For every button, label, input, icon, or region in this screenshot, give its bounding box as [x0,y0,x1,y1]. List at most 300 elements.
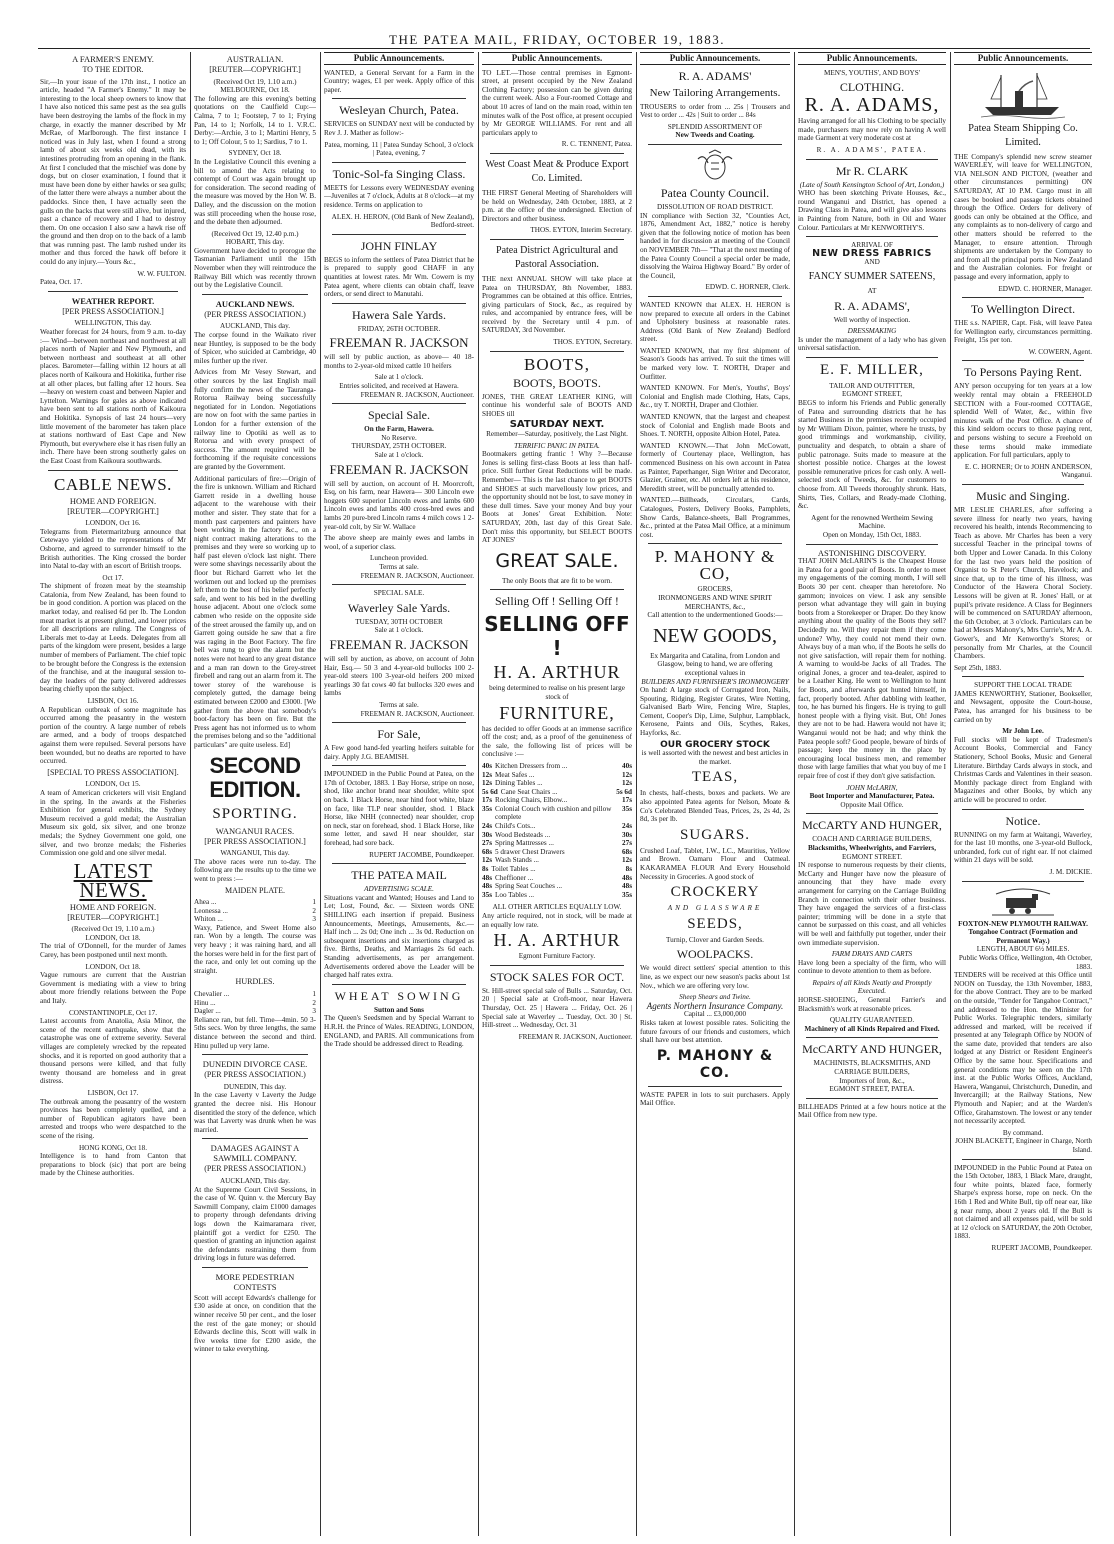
section-header: Public Announcements. [482,52,632,65]
latest-body: Latest accounts from Anatolia, Asia Minor, the scene of the recent earthquake, show that the catastrophe was one of extreme severity. Several villages are completely wrecked by the repeated shocks, and it is reported on good authority that a thousand persons were killed, and that fully twenty thousand are homeless and in great distress. [40,1017,186,1086]
impounded-notice-2: IMPOUNDED in the Public Pound at Patea on the 15th October, 1883, 1 Black Mare, draught, four white points, blazed face, formerly Sharpe's express horse, rope on neck. On the 16th 1 Red and White Bull, tip off near ear, like g near rump, about 2 years old. If the Bull is not claimed and all expenses paid, will be sold at 12 o'clock on SATURDAY, the 20th October, 1883. [954,1163,1092,1241]
price-row [482,891,632,900]
seeds-body: Turnip, Clover and Garden Seeds. [666,935,764,944]
miller-headline: E. F. MILLER, [820,361,924,378]
all-other-articles: ALL OTHER ARTICLES EQUALLY LOW. [492,903,622,912]
stock-sales-body: St. Hill-street special sale of Bulls ... Saturday, Oct. 20 | Special sale at Croft-moor, near Hawera Thursday, Oct. 25 | Hawera ... Friday, Oct. 26 | Special sale at Waverley ... Tuesday, Oct. 30 | St. Hill-street ... Wednesday, Oct. 31 [482,986,632,1030]
miller-open: Open on Monday, 15th Oct, 1883. [822,530,922,539]
railway-signature: JOHN BLACKETT, Engineer in Charge, North Island. [955,1137,1092,1154]
mccarty-body: IN response to numerous requests by their clients, McCarty and Hunger have now the pleasure of announcing that they have made every arrangement for carrying on the Carriage Building Branch in connection with their other business. They have engaged the services of a first-class painter; trimming will be done in a style that cannot be surpassed on this coast, and all vehicles will be well and faithfully put together, under their own immediate supervision. [798,861,946,947]
weather-place: WELLINGTON, This day. [74,319,152,328]
separator [332,984,466,985]
separator [202,294,308,295]
quality-note: QUALITY GUARANTEED. [829,1016,915,1025]
weather-press: [PER PRESS ASSOCIATION.] [62,306,164,316]
rent-body: ANY person occupying for ten years at a low weekly rental may obtain a FREEHOLD SECTION with a Four-roomed COTTAGE, splendid Well of Water, &c., within five minutes walk of the Post Office. A chance of this kind seldom occurs to those paying rent, and persons wishing to secure a Freehold on these terms should make immediate application. For full particulars, apply to [954,382,1092,460]
latest-reuter: [REUTER—COPYRIGHT.] [67,912,159,922]
column-5 [640,52,790,1532]
australian-body: Government have decided to prorogue the Tasmanian Parliament until the 15th November when they will reintroduce the Railway Bill which was recently thrown out by the Legislative Council. [194,246,316,290]
column-2 [194,52,316,1532]
advertising-scale-head: ADVERTISING SCALE. [364,885,434,894]
adams-name-3: R. A. ADAMS', [834,298,910,313]
dressmaking-head: DRESSMAKING [847,327,897,336]
special-sale-subhead: On the Farm, Hawera. [364,425,434,434]
agricultural-headline: Patea District Agricultural and Pastoral Association. [496,244,618,270]
billheads-ad: BILLHEADS Printed at a few hours notice at the Mail Office from new type. [798,1102,946,1120]
latest-dateline: LONDON, Oct 18. [85,933,141,942]
race-result: Leonessa ... 2 [194,906,316,915]
cable-body: A Republican outbreak of some magnitude has occurred among the peasantry in the western portion of the country. A large number of rebels are armed, and a body of troops despatched against them were repulsed. Several persons have been wounded, but no deaths are reported to have occurred. [40,705,186,766]
divorce-body: In the case Laverty v Laverty the Judge granted the decree nisi. His Honour disentitled the story of the defence, which was that Laverty was drunk when he was married. [194,1091,316,1134]
farmer-letter: Sir,—In your issue of the 17th inst., I notice an article, headed "A Farmer's Enemy." It may be interesting to the local sheep owners to know that I have also noticed this same pest as the sea gulls have been destroying the lambs of the flock in my charge, in exactly the manner described by Mr McRae, of Marlborough. The first instance I noticed was in July last, when I found a strong lamb of about six weeks old dead, with its intestines protruding from an opening in the flank. At first I concluded that the mischief was done by dogs, but on closer examination, I found that it must have been done by either hawks or sea gulls; of the latter there were always a number about the paddocks. Since then, I have actually seen the gulls on the backs that were still alive, but injured, past a chance of recovery and I had to destroy them. On one occasion I also saw a hawk rise off the ground and then drop on to the back of a lamb that was running past. The lamb rushed under its mother and thus forced the hawk off before it could do any injury.—Yours &c., [40,77,186,267]
poundkeeper-signature: RUPERT JACOMBE, Poundkeeper. [369,850,474,859]
wanted-known-ad: WANTED.—Billheads, Circulars, Cards, Catalogues, Posters, Delivery Books, Pamphlets, Show Cards, Balance-sheets, Ball Programmes, &c., printed at the Patea Mail Office, at a minimum cost. [640,496,790,539]
separator [806,236,938,237]
clark-headline: Mr R. CLARK [835,163,909,178]
woolpacks-body: We would direct settlers' special attention to this line, as we expect our new season's packs about 1st Nov., which we are offering very low. [640,964,790,990]
separator [332,303,466,304]
auction-note: The above sheep are mainly ewes and lambs in wool, of a superior class. [324,534,474,551]
price-row [482,779,632,788]
latest-dateline: HONG KONG, Oct 18. [78,1143,148,1152]
sale-time: Sale at 1 o'clock. [374,626,424,635]
price-item: Spring Mattresses ... [495,839,554,848]
auctioneer-name: FREEMAN R. JACKSON [329,636,469,652]
price-item: Colonial Couch with cushion and pillow complete [495,804,612,822]
notice-signature: J. M. DICKIE. [1049,867,1092,876]
notice-headline: Notice. [1005,813,1041,828]
council-crest-icon [692,149,738,183]
section-header: Public Announcements. [324,52,474,65]
adams-subhead: New Tailoring Arrangements. [649,86,781,99]
separator [962,484,1084,485]
latest-body: Vague rumours are current that the Austrian Government is mediating with a view to bring about more friendly relations between the Pope and Italy. [40,971,186,1006]
railway-body: TENDERS will be received at this Office until NOON on Tuesday, the 13th November, 1883, for the above Contract. They are to be marked on the outside, "Tender for Tangahoe Contract," and addressed to the Hon. the Minister for Public Works. Telegraphic tenders, similarly addressed and marked, will be received if presented at any Telegraph Office by NOON of the same date, provided that tenders are also lodged at any District or Resident Engineer's Office by the same hour. Specifications and general conditions may be seen on the 17th inst. at the Public Works Offices, Auckland, Hawera, Wanganui, Christchurch, Dunedin, and Invercargill; at the Railway Stations, New Plymouth and Napier; and at the Warden's Office, Grahamstown. The lowest or any tender not necessarily accepted. [954,971,1092,1126]
wheat-sowing-headline: WHEAT SOWING [334,988,464,1003]
section-header: Public Announcements. [798,52,946,65]
price-right: 27s [622,839,632,848]
sugars-headline: SUGARS. [680,826,750,843]
special-sale-2: SPECIAL SALE. [373,589,425,598]
boots-headline: BOOTS, [524,354,590,374]
price-right: 12s [622,770,632,779]
separator [490,153,624,154]
auckland-dateline: AUCKLAND, This day. [219,322,291,331]
price-item: Wash Stands ... [495,856,539,865]
wellington-direct-signature: W. COWERN, Agent. [1028,347,1092,356]
separator [962,676,1084,677]
rent-headline: To Persons Paying Rent. [964,365,1082,380]
price-right: 30s [622,830,632,839]
wellington-direct-body: THE s.s. NAPIER, Capt. Fisk, will leave Patea for Wellington early, circumstances permitting. Freight, 15s per ton. [954,319,1092,345]
wesleyan-body: SERVICES on SUNDAY next will be conducted by Rev J. J. Mather as follow:- [324,120,474,137]
price-right: 35s [622,890,632,899]
music-headline: Music and Singing. [976,489,1070,503]
furniture-price-list [482,762,632,900]
wesleyan-headline: Wesleyan Church, Patea. [339,103,459,118]
support-local-trade: SUPPORT THE LOCAL TRADE [974,681,1072,690]
separator [962,360,1084,361]
price-left: 5s 6d [482,787,498,796]
all-other-body: Any article required, not in stock, will be made at an equally low rate. [482,912,632,929]
mccarty-subhead: COACH AND CARRIAGE BUILDERS, [812,835,932,844]
auction-list: will sell by public auction, as above— 40 18-months to 2-year-old mixed cattle 10 heifers [324,353,474,370]
hurdles-head: HURDLES. [235,977,275,987]
auctioneer-signature: FREEMAN R. JACKSON, Auctioneer. [360,390,474,399]
mccarty-sub-2: MACHINISTS, BLACKSMITHS, AND CARRIAGE BUILDERS, [813,1059,931,1077]
great-sale-banner: GREAT SALE. [495,549,619,572]
race-result: Chevalier ... 1 [194,990,316,999]
divorce-press: (PER PRESS ASSOCIATION.) [204,1070,306,1080]
price-left: 35s [482,804,492,813]
damages-press: (PER PRESS ASSOCIATION.) [204,1164,306,1174]
separator [48,470,178,471]
crockery-headline: CROCKERY [670,884,760,901]
mccarty-smiths: Blacksmiths, Wheelwrights, and Farriers, [807,843,937,852]
mccarty-importers: Importers of Iron, &c., [839,1076,905,1085]
new-goods-headline: NEW GOODS, [652,624,778,647]
teas-headline: TEAS, [691,769,739,786]
column-7 [954,52,1092,1532]
price-row [482,831,632,840]
separator [648,296,782,297]
patea-mail-headline: THE PATEA MAIL [351,868,447,883]
horse-shoeing-note: HORSE-SHOEING, General Farrier's and Blacksmith's work at reasonable prices. [798,996,946,1013]
west-coast-headline: West Coast Meat & Produce Export Co. Limited. [485,158,629,184]
insurance-body: Risks taken at lowest possible rates. Soliciting the future favours of our friends and customers, which shall have our best attention. [640,1018,790,1045]
mens-clothing-line: MEN'S, YOUTHS', AND BOYS' [823,68,921,77]
latest-dateline: LONDON, Oct 18. [85,962,141,971]
separator [806,1098,938,1099]
price-item: Cheffioner ... [495,873,534,882]
price-right: 5s 6d [616,787,632,796]
cable-subhead: HOME AND FOREIGN. [69,495,157,506]
wellington-direct-headline: To Wellington Direct. [970,302,1076,317]
price-row [482,762,632,771]
stock-sales-signature: FREEMAN R. JACKSON, Auctioneer. [518,1032,632,1041]
at-label: AT [867,286,877,295]
separator [490,965,624,966]
waverley-date: TUESDAY, 30TH OCTOBER [355,617,443,626]
sporting-body: Reliance ran, but fell. Time—4min. 50 3-5ths secs. Won by three lengths, the same distance between the second and third. Hinu pulled up very lame. [194,1015,316,1050]
music-body: MR LESLIE CHARLES, after suffering a severe illness for nearly two years, having recovered his health, intends Recommencing to Teach as above. Mr Charles has been a very successful Teacher in the principal towns of both Upper and Lower Canada. In this Colony for the last two years held the position of Organist to St Peter's Church, Havelock; and since that, up to the time of his illness, was Conductor of the Hawera Choral Society. Lessons will be given at R. Jones' Hall, or at pupil's private residence. A Class for Beginners will be commenced on SATURDAY afternoon, the 6th October, at 3 o'clock. Particulars can be had at Messrs Mahony's, Mrs Currie's, Mr A. A. Gower's, and Mr Kenworthy's Stores; or personally from Mr Charles, at the Council Chambers. [954,506,1092,661]
glassware-headline: AND GLASSWARE [667,904,763,913]
wheat-body: The Queen's Seedsmen and by Special Warrant to H.R.H. the Prince of Wales. READING, LONDON, ENGLAND, and PARIS. All communications from the Trade should be addressed direct to Reading. [324,1014,474,1049]
price-left: 12s [482,856,492,865]
arthur-name-2: H. A. ARTHUR [493,930,621,951]
farmer-to-editor: TO THE EDITOR. [82,65,144,74]
separator [962,809,1084,810]
special-sale-headline: Special Sale. [368,408,430,423]
price-row [482,771,632,780]
mclarin-title: Boot Importer and Manufacturer, Patea. [809,792,935,801]
luncheon-note: Luncheon provided. [370,554,428,563]
cable-dateline: LONDON, Oct 15. [85,780,141,789]
mccarty-headline: McCARTY AND HUNGER, [802,818,942,833]
damages-dateline: AUCKLAND, This day. [219,1176,291,1185]
latest-body: The trial of O'Donnell, for the murder of James Carey, has been postponed until next month. [40,942,186,960]
council-body: IN compliance with Section 32, "Counties Act, 1876, Amendment Act, 1882," notice is hereby given that the following notice of motion has been handed in for discussion at meeting of the Council on NOVEMBER 7th— "That at the next meeting of the Patea County Council a special order be made, dissolving the Wairoa Highway Board." By order of the Council, [640,211,790,280]
music-date: Sept 25th, 1883. [954,663,1002,672]
separator [806,357,938,358]
wanted-known-ad: WANTED KNOWN, that the largest and cheapest stock of Colonial and English made Boots and Shoes. T. NORTH, opposite Albion Hotel, Patea. [640,413,790,439]
adams-clothing-body: Having arranged for all his Clothing to be specially made, purchasers may now rely on having A well made Garment at very moderate cost at [798,117,946,143]
west-coast-body: THE FIRST General Meeting of Shareholders will be held on Wednesday, 24th October, 1883, at 2 p.m. at the office of the undersigned. Election of Directors and other business. [482,188,632,223]
sporting-headline: SPORTING. [212,805,298,822]
column-4 [482,52,632,1532]
auckland-headline: AUCKLAND NEWS. [215,298,295,309]
price-left: 24s [482,822,492,831]
latest-received: (Received Oct 19, 1.10 a.m.) [71,925,155,934]
kenworthy-body-2: Full stocks will be kept of Tradesmen's Account Books, Commercial and Fancy Stationery, School Books, Music and General Literature. Birthday Cards always in stock, and Christmas Cards and Valentines in their season. Monthly package direct from England with Magazines and other Books, by which any article will be procured to order. [954,735,1092,804]
auctioneer-name: FREEMAN R. JACKSON [329,335,469,351]
steam-shipping-headline: Patea Steam Shipping Co. Limited. [968,122,1078,148]
separator [962,881,1084,882]
farmer-headline: A FARMER'S ENEMY. [72,54,154,64]
grocery-headline: OUR GROCERY STOCK [660,739,770,750]
hawera-headline: Hawera Sale Yards. [352,307,446,322]
divorce-headline: DUNEDIN DIVORCE CASE. [202,1059,308,1070]
separator [490,351,624,352]
terms-note: Terms at sale. [379,700,419,709]
council-subhead: DISSOLUTION OF ROAD DISTRICT. [656,202,774,211]
price-row [482,882,632,891]
cable-dateline: Oct 17. [102,573,124,582]
finlay-body: BEGS to inform the settlers of Patea District that he is prepared to supply good CHAFF in any quantities at lowest rates. Mr Wm. Cowern is my Patea agent, where clients can obtain chaff, leave orders, or send direct to Manutahi. [324,255,474,299]
australian-body: The following are this evening's betting quotations on the Caulfield Cup:— Calma, 7 to 1; Footstep, 7 to 1; Frying Pan, 14 to 1; Norfolk, 14 to 1. V.R.C. Derby:—Archie, 3 to 1; Martini Henry, 5 to 1; Off Colour, 5 to 1; Sardius, 7 to 1. [194,94,316,146]
west-coast-signature: THOS. EYTON, Interim Secretary. [530,226,632,235]
column-divider [794,52,795,1536]
price-row [482,865,632,874]
mclarin-signature: JOHN McLARIN, [846,783,898,792]
separator [202,1138,308,1139]
price-item: 5 drawer Chest Drawers [495,847,565,856]
agricultural-body: THE next ANNUAL SHOW will take place at Patea on THURSDAY, 8th November, 1883. Programmes can be obtained at this office. Entries, giving particulars of Stock, &c., as required by rules, and accompanied by entrance fees, will be received by the Secretary until 4 p.m. of SATURDAY, 3rd November. [482,274,632,335]
arthur-name: H. A. ARTHUR [493,662,621,683]
railway-length: LENGTH, ABOUT 6½ MILES. [976,945,1070,954]
australian-dateline: HOBART, This day. [225,238,285,247]
price-item: Meat Safes ... [495,770,535,779]
price-right: 48s [622,873,632,882]
damages-body: At the Supreme Court Civil Sessions, in the case of W. Quinn v. the Mercury Bay Sawmill Company, claim £1000 damages to property through defendants driving logs down the Kaimaramara river, plaintiff got a verdict for £250. The question of granting an injunction against the defendants restraining them from driving logs in future was deferred. [194,1185,316,1263]
auckland-body: The corpse found in the Waikato river near Huntley, is supposed to be the body of Spicer, who suicided at Cambridge, 40 miles further up the river. [194,331,316,365]
woolpacks-headline: WOOLPACKS. [676,947,754,962]
and-label: AND [864,258,880,267]
price-item: Kitchen Dressers from ... [495,761,568,770]
latest-body: The outbreak among the peasantry of the western provinces has been completely quelled, and a number of Republican agitators have been arrested and troops who were despatched to the scene of the rising. [40,1097,186,1140]
terrific-panic: TERRIFIC PANIC IN PATEA. [514,441,600,450]
price-item: Child's Cots... [495,822,536,831]
machinery-note: Machinery of all Kinds Repaired and Fixed. [804,1024,940,1033]
clark-subhead: (Late of South Kensington School of Art, London,) [799,180,945,189]
new-goods-body: Ex Margarita and Catalina, from London and Glasgow, being to hand, we are offering exceptional values in [650,651,780,677]
for-sale-body: A Few good hand-fed yearling heifers suitable for dairy. Apply J.G. BEAMISH. [324,744,474,761]
separator [332,584,466,585]
weather-body: Weather forecast for 24 hours, from 9 a.m. to-day :— Wind—between northeast and northwest at all places north of Napier and New Plymouth, and between northeast and southeast at all other places. Barometer—falling within 12 hours at all places north of Kaikoura and Hokitika, further rise at all other places, but falling after 12 hours. Sea—heavy on western coast and between Napier and Lyttelton. Warnings for gales as above indicated have been sent to all stations north of Kaikoura and Hokitika. Synopsis of last 24 hours—very little movement of the barometer has taken place at stations northward of East Cape and New Plymouth, but everywhere else it has risen fully an inch. There have been strong southerly gales on the East Coast from Kaikoura southwards. [40,328,186,465]
mahony-headline: P. MAHONY & CO, [654,547,776,584]
railway-crest-icon [988,886,1058,918]
column-divider [636,52,637,1536]
boots-subhead: BOOTS, BOOTS. [513,375,601,390]
price-item: Dining Tables ... [495,779,543,788]
tonic-signature: ALEX. H. HERON, (Old Bank of New Zealand), Bedford-street. [331,212,474,230]
boots-body: JONES, THE GREAT LEATHER KING, will continue his wonderful sale of BOOTS AND SHOES till [482,392,632,418]
steamship-icon [981,69,1065,119]
insurance-agents: Agents Northern Insurance Company. [646,1000,784,1011]
selling-off-banner: SELLING OFF ! [484,612,630,661]
special-date: THURSDAY, 25TH OCTOBER. [351,442,447,451]
maiden-plate-head: MAIDEN PLATE. [225,885,285,895]
separator [490,239,624,240]
australian-received: (Received Oct 19, 1.10 a.m.) [213,77,297,86]
price-left: 48s [482,882,492,891]
price-item: Cane Seat Chairs ... [500,787,558,796]
adams-prices: TROUSERS to order from ... 25s | Trousers and Vest to order ... 42s | Suit to order ... 84s [640,102,790,120]
council-headline: Patea County Council. [660,185,770,200]
price-left: 17s [482,796,492,805]
kenworthy-lee: Mr John Lee. [1002,727,1044,736]
sugars-body: Crushed Loaf, Tablet, I.W., LC., Mauritius, Yellow and Brown. Oamaru Flour and Oatmeal. KAKARAMEA FLOUR And Every Household Necessity in Groceries. A good stock of [640,846,790,881]
council-signature: EDWD. C. HORNER, Clerk. [705,283,790,292]
insurance-capital: Capital ... £3,000,000 [683,1010,747,1019]
separator [332,98,466,99]
kenworthy-body: JAMES KENWORTHY, Stationer, Bookseller, and Newsagent, opposite the Court-house, Patea, has arranged for his business to be carried on by [954,689,1092,724]
sale-time: Sale at 1 o'clock. [374,451,424,460]
column-3 [324,52,474,1532]
wanted-known-ad: WANTED KNOWN that ALEX. H. HERON is now prepared to execute all orders in the Cabinet and Upholstery business at reasonable rates. Address (Old Bank of New Zealand) Bedford street. [640,300,790,344]
separator [332,162,466,163]
race-result: Dagler ... 3 [194,1007,316,1016]
separator [806,544,938,545]
section-header: Public Announcements. [640,52,790,65]
hawera-date: FRIDAY, 26TH OCTOBER. [357,324,441,333]
price-left: 8s [482,865,489,874]
price-left: 27s [482,839,492,848]
australian-received: (Received Oct 19, 12.40 p.m.) [211,229,299,238]
mahony-merchants: IRONMONGERS AND WINE SPIRIT MERCHANTS, &c., [658,593,772,611]
cable-body: Telegrams from Pietermaritzburg announce that Cetewayo yielded to the representations of Mr Osborne, and agreed to surrender himself to the British authorities. The King crossed the border into Natal to-day with an escort of British troops. [40,527,186,571]
price-left: 35s [482,890,492,899]
mccarty-street-2: EGMONT STREET, PATEA. [829,1085,915,1094]
rent-signature: E. C. HORNER; Or to JOHN ANDERSON, Wanganui. [964,462,1092,480]
tonic-body: MEETS for Lessons every WEDNESDAY evening—Juveniles at 7 o'clock, Adults at 8 o'clock—at my residence. Terms on application to [324,183,474,209]
australian-body: In the Legislative Council this evening a bill to amend the Acts relating to contempt of Court was again brought up for consideration. The second reading of the measure was moved by the Hon W. B. Dalley, and the discussion on the motion was still proceeding when the house rose, and the debate then adjourned. [194,157,316,227]
adams-big-name: R. A. ADAMS, [804,94,940,117]
separator [332,403,466,404]
sutton-sons: Sutton and Sons [374,1005,424,1014]
arthur-body: being determined to realise on his present large stock of [489,684,625,701]
pedestrian-body: Scott will accept Edwards's challenge for £30 aside at once, on condition that the winner receive 50 per cent., and the loser the rest of the gate money; or should Edwards decline this, Scott will walk in five weeks time for £200 aside, the winner to take everything. [194,1293,316,1354]
price-left: 48s [482,873,492,882]
price-right: 12s [622,779,632,788]
notice-body: RUNNING on my farm at Waitangi, Waverley, for the last 10 months, one 3-year-old Bullock, unbranded, fork cut of right ear. If not claimed within 21 days will be sold. [954,830,1092,865]
furniture-headline: FURNITURE, [499,702,615,723]
dressmaking-body: Is under the management of a lady who has given universal satisfaction. [798,335,946,353]
australian-dateline: SYDNEY, Oct 18. [228,149,282,158]
impounded-notice: IMPOUNDED in the Public Pound at Patea, on the 17th of October, 1883. 1 Bay Horse, stripe on nose, shod, like anchor brand near shoulder, white spot on back. 1 Black Horse, near hind foot white, blaze on face, like TLP near shoulder, shod. 1 Black Horse, like NHH (connected) near shoulder, crop on neck, star on forehead, shod. 1 Black Horse, like some letter, and sawd H near shoulder, star forehead, had sore back. [324,770,474,848]
sporting-body: Waxy, Patience, and Sweet Home also ran. Won by a length. The course was very heavy ; it was raining hard, and all the horses were held in for the first part of the race, and only let out coming up the straight. [194,923,316,975]
no-reserve: No Reserve. [381,433,417,442]
separator [332,863,466,864]
price-row [482,848,632,857]
masthead [0,0,1114,50]
latest-dateline: CONSTANTINOPLE, Oct 17. [68,1008,158,1017]
inspection-note: Well worthy of inspection. [833,315,911,324]
auckland-body: Additional particulars of fire:—Origin of the fire is unknown. William and Richard Garrett reside in a dwelling house adjacent to the warehouse with their mother and sister. They state that for a month past carpenters and painters have been working in the factory &c., on a night contract making alterations to the premises and they were so working up to half past eleven o'clock last night. There were some shavings necessarily about the floor but Richard Garrett who let the workmen out and locked up the premises left them to the best of his belief perfectly safe, and went to his bed in the dwelling house adjacent. About one o'clock some cabmen who reside on the opposite side of the street aroused the family up, and on Garrett going outside he saw that a fire was raging in the Boot Factory. The fire bell was rung to give the alarm but the notes were not heard to any great distance and a man ran down to the Grey-street firebell and rang out an alarm from it. The tower storey of the warehouse is completely gutted, the damage being estimated between £2000 and £3000. [We gather from the above that somebody's boot-factory has been on fire. But the Press agent has not informed us to whom the premises belong and so the "additional particulars" are quite useless. Ed] [194,474,316,749]
railway-command: By command. [1002,1128,1044,1137]
price-right: 68s [622,847,632,856]
saturday-next: SATURDAY NEXT. [509,419,605,431]
separator [332,722,466,723]
auctioneer-signature: FREEMAN R. JACKSON, Auctioneer. [360,571,474,580]
railway-headline: FOXTON-NEW PLYMOUTH RAILWAY. [958,919,1088,928]
latest-dateline: LISBON, Oct 17. [87,1088,139,1097]
separator [806,1037,938,1038]
sporting-body: The above races were run to-day. The following are the results up to the time we went to press :— [194,857,316,883]
last-night: Remember—Saturday, positively, the Last Night. [486,430,628,439]
wanted-known-ad: WANTED KNOWN.—That John McCowatt, formerly of Courtenay place, Wellington, has commenced Business on his own account in Patea as Painter, Paperhanger, Sign Writer and Decorator, Glazier, Grainer, etc. All orders left at his residence, Meredith street, will be punctually attended to. [640,441,790,493]
latest-subhead: HOME AND FOREIGN. [69,901,157,912]
separator [332,234,466,235]
price-left: 30s [482,830,492,839]
mccarty-street: EGMONT STREET. [841,852,903,861]
price-item: Spring Seat Couches ... [495,882,563,891]
dress-fabrics-headline: NEW DRESS FABRICS [812,247,932,259]
astonishing-headline: ASTONISHING DISCOVERY. [817,547,927,558]
adams-assortment: SPLENDID ASSORTMENT OF [667,122,763,131]
section-header: Public Announcements. [954,52,1092,65]
clark-body: WHO has been sketching Private Houses, &c., round Wanganui and District, has opened a Drawing Class in Patea, and will give also lessons in Painting from Nature, both in Oil and Water Colour. Particulars at Mr KENWORTHY'S. [798,189,946,232]
sporting-press: [PER PRESS ASSOCIATION.] [204,836,306,846]
for-sale-headline: For Sale, [377,727,421,742]
teas-body: In chests, half-chests, boxes and packets. We are also appointed Patea agents for Nelson, Moate & Co's Celebrated Blended Teas, Prices, 2s, 2s 4d, 2s 8d, 3s per lb. [640,789,790,824]
latest-headline: LATEST NEWS. [73,858,153,902]
auction-list: will sell by auction, as above, on account of John Hair, Esq.— 50 3 and 4-year-old bullocks 100 2-year-old steers 100 3-year-old heifers 200 mixed yearlings 30 fat cows 40 fat bullocks 320 ewes and lambs [324,654,474,698]
price-row [482,805,632,822]
wanted-known-ad: WANTED KNOWN, that my first shipment of Season's Goods has arrived. To suit the times will be marked very low. T. NORTH, Draper and Outfitter. [640,346,790,381]
price-right: 12s [622,856,632,865]
miller-subhead: TAILOR AND OUTFITTER, [829,381,915,390]
farmer-date: Patea, Oct. 17. [40,278,83,287]
price-right: 17s [622,796,632,805]
price-right: 48s [622,882,632,891]
cable-reuter: [REUTER—COPYRIGHT.] [67,506,159,516]
damages-headline: DAMAGES AGAINST A SAWMILL COMPANY. [210,1143,300,1164]
latest-body: Intelligence is to hand from Canton that preparations to block (sic) that port are being made by the Chinese authorities. [40,1152,186,1178]
masthead-rule [38,48,1090,49]
railway-subhead: Tongahoe Contract (Formation and Permanent Way.) [968,928,1078,945]
cable-body: The shipment of frozen meat by the steamship Catalonia, from New Zealand, has been found to be in good condition. A portion was placed on the market today, and realised 6d per lb. The London meat market is at present glutted, and lower prices for all descriptions are ruling. The Congress of Liberals met to-day at Leeds. Delegates from all parts of the kingdom were present, besides a large number of members of Parliament. The chief topic to be brought before the Congress is the extension of the franchise, and at the inaugural session to-day the leaders of the party delivered addresses bearing chiefly upon the subject. [40,582,186,694]
auction-list: will sell by auction, on account of H. Moorcroft, Esq, on his farm, near Hawera— 300 Lincoln ewe hoggets 600 superior Lincoln ewes and lambs 600 Lincoln ewes and lambs 400 cross-bred ewes and lambs 20 pure-bred Lincoln rams 4 milch cows 1 2-year-old colt, by Sir W. Wallace [324,479,474,531]
price-item: Rocking Chairs, Elbow... [495,796,568,805]
farmer-signature: W. W. FULTON. [137,269,186,278]
race-result: Whiton ... 3 [194,915,316,924]
fancy-sateens-headline: FANCY SUMMER SATEENS, [808,270,936,282]
race-result: Hinu ... 2 [194,998,316,1007]
adams-tweeds: New Tweeds and Coating. [675,131,755,140]
price-right: 40s [622,761,632,770]
price-left: 68s [482,847,492,856]
cable-dateline: LONDON, Oct 16. [85,519,141,528]
cable-special: [SPECIAL TO PRESS ASSOCIATION]. [47,767,179,777]
mahony-grocers: GROCERS, [697,585,733,594]
price-row [482,874,632,883]
cable-dateline: LISBON, Oct 16. [87,697,139,705]
sporting-dateline: WANGANUI, This day. [220,849,290,858]
agricultural-signature: THOS. EYTON, Secretary. [553,338,632,347]
mccarty-headline-2: McCARTY AND HUNGER, [802,1042,942,1057]
price-right: 8s [625,865,632,874]
